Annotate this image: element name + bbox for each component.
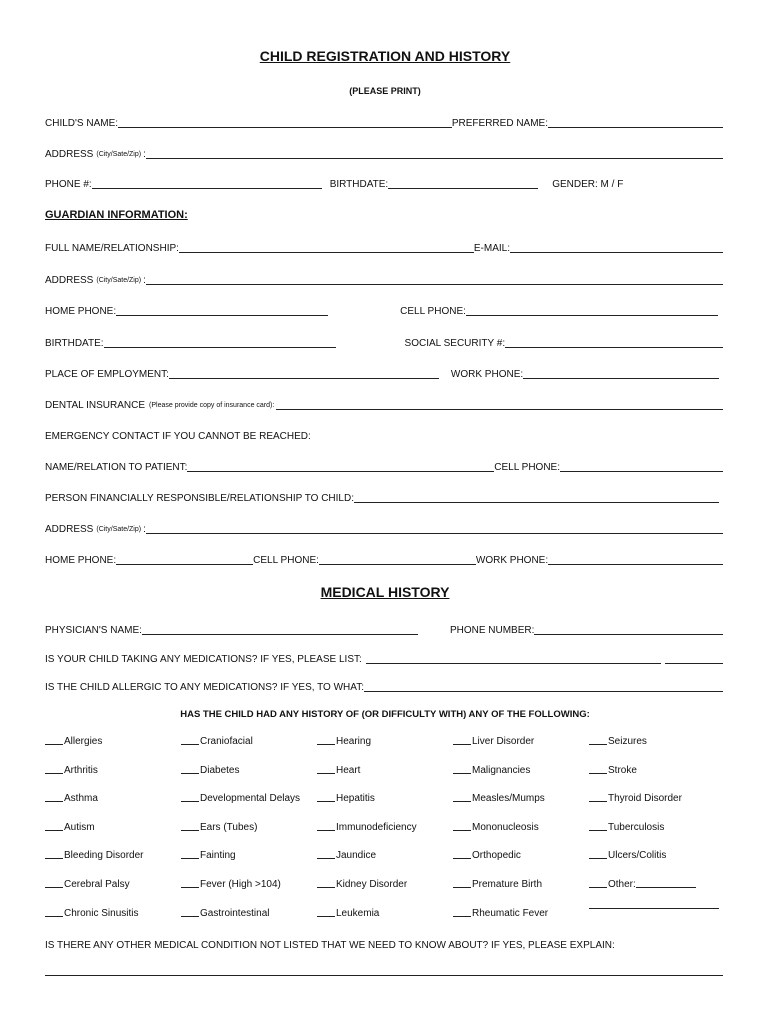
condition-item[interactable] <box>45 822 95 833</box>
condition-checkbox[interactable] <box>45 887 63 888</box>
financial-home-phone-field[interactable] <box>116 564 253 565</box>
medications-row <box>45 650 723 666</box>
child-birthdate-field[interactable] <box>388 188 538 189</box>
condition-checkbox[interactable] <box>317 744 335 745</box>
physician-phone-label: PHONE NUMBER: <box>449 625 535 636</box>
condition-checkbox[interactable] <box>317 773 335 774</box>
condition-label: Measles/Mumps <box>472 793 545 804</box>
condition-label: Arthritis <box>64 765 98 776</box>
condition-item[interactable] <box>317 765 360 776</box>
physician-row <box>45 621 723 637</box>
child-address-colon: : <box>143 149 146 160</box>
guardian-name-label: FULL NAME/RELATIONSHIP: <box>45 243 179 254</box>
preferred-name-label: PREFERRED NAME: <box>451 118 548 129</box>
guardian-address-field[interactable] <box>146 284 723 285</box>
condition-label: Fainting <box>200 850 236 861</box>
physician-phone-field[interactable] <box>534 634 723 635</box>
condition-checkbox[interactable] <box>45 916 63 917</box>
guardian-ssn-field[interactable] <box>505 347 723 348</box>
form-subtitle: (PLEASE PRINT) <box>349 86 421 96</box>
condition-checkbox[interactable] <box>317 801 335 802</box>
condition-item[interactable] <box>453 822 539 833</box>
guardian-address-row <box>45 271 723 287</box>
condition-checkbox[interactable] <box>453 916 471 917</box>
condition-label: Leukemia <box>336 908 380 919</box>
condition-label: Stroke <box>608 765 637 776</box>
condition-checkbox[interactable] <box>45 858 63 859</box>
financial-row <box>45 489 723 505</box>
condition-label: Thyroid Disorder <box>608 793 682 804</box>
medical-history-heading: MEDICAL HISTORY <box>320 584 450 600</box>
condition-checkbox[interactable] <box>45 801 63 802</box>
condition-checkbox[interactable] <box>45 744 63 745</box>
child-birthdate-label: BIRTHDATE: <box>329 179 389 190</box>
emergency-cell-field[interactable] <box>560 471 723 472</box>
preferred-name-field[interactable] <box>548 127 723 128</box>
emergency-contact-row <box>45 458 723 474</box>
financial-phone-row <box>45 551 723 567</box>
other-condition-explain-field[interactable] <box>45 975 723 976</box>
allergic-row <box>45 678 723 694</box>
guardian-birthdate-field[interactable] <box>104 347 336 348</box>
condition-item[interactable] <box>45 736 102 747</box>
condition-label: Malignancies <box>472 765 531 776</box>
condition-item[interactable] <box>317 908 379 919</box>
condition-item[interactable] <box>589 822 664 833</box>
emergency-heading-row <box>45 427 723 443</box>
condition-checkbox[interactable] <box>453 830 471 831</box>
condition-item[interactable] <box>181 736 253 747</box>
guardian-email-label: E-MAIL: <box>473 243 510 254</box>
condition-label: Diabetes <box>200 765 240 776</box>
condition-item[interactable] <box>453 850 521 861</box>
guardian-employment-row <box>45 365 723 381</box>
condition-label: Allergies <box>64 736 103 747</box>
condition-label: Seizures <box>608 736 647 747</box>
condition-item[interactable] <box>45 850 144 861</box>
emergency-name-label: NAME/RELATION TO PATIENT: <box>45 462 188 473</box>
condition-label: Kidney Disorder <box>336 879 408 890</box>
condition-label: Immunodeficiency <box>336 822 417 833</box>
guardian-email-field[interactable] <box>510 252 723 253</box>
condition-item[interactable] <box>181 793 300 804</box>
condition-blank-field[interactable] <box>589 908 719 911</box>
condition-item-other[interactable] <box>589 879 696 890</box>
condition-label: Liver Disorder <box>472 736 535 747</box>
financial-work-phone-label: WORK PHONE: <box>475 555 549 566</box>
condition-label: Rheumatic Fever <box>472 908 549 919</box>
condition-item[interactable] <box>453 908 548 919</box>
dental-insurance-row <box>45 396 723 412</box>
condition-label: Chronic Sinusitis <box>64 908 139 919</box>
guardian-heading: GUARDIAN INFORMATION: <box>45 209 188 221</box>
condition-checkbox[interactable] <box>589 830 607 831</box>
condition-checkbox[interactable] <box>453 773 471 774</box>
condition-checkbox[interactable] <box>181 916 199 917</box>
allergic-field[interactable] <box>364 691 723 692</box>
condition-label: Tuberculosis <box>608 822 665 833</box>
condition-item[interactable] <box>45 765 98 776</box>
condition-item[interactable] <box>317 736 371 747</box>
condition-checkbox[interactable] <box>181 773 199 774</box>
condition-checkbox[interactable] <box>181 744 199 745</box>
financial-address-row <box>45 520 723 536</box>
condition-label: Craniofacial <box>200 736 253 747</box>
guardian-work-phone-field[interactable] <box>523 378 719 379</box>
condition-item[interactable] <box>589 850 666 861</box>
condition-checkbox[interactable] <box>589 773 607 774</box>
child-address-field[interactable] <box>146 158 723 159</box>
condition-label: Cerebral Palsy <box>64 879 130 890</box>
condition-item[interactable] <box>181 850 236 861</box>
guardian-name-row <box>45 239 723 255</box>
condition-item[interactable] <box>181 822 257 833</box>
condition-label: Heart <box>336 765 361 776</box>
condition-label: Orthopedic <box>472 850 521 861</box>
financial-address-field[interactable] <box>146 533 723 534</box>
condition-label: Fever (High >104) <box>200 879 281 890</box>
history-question: HAS THE CHILD HAD ANY HISTORY OF (OR DIFFICULTY WITH) ANY OF THE FOLLOWING: <box>180 709 590 720</box>
condition-checkbox[interactable] <box>45 830 63 831</box>
guardian-name-field[interactable] <box>179 252 474 253</box>
condition-item[interactable] <box>589 793 682 804</box>
dental-insurance-label: DENTAL INSURANCE <box>45 400 146 411</box>
guardian-phone-row <box>45 302 723 318</box>
child-gender-label[interactable]: GENDER: M / F <box>552 179 624 190</box>
condition-label: Bleeding Disorder <box>64 850 144 861</box>
condition-item[interactable] <box>453 736 534 747</box>
condition-item[interactable] <box>45 879 130 890</box>
condition-checkbox[interactable] <box>589 887 607 888</box>
condition-label: Autism <box>64 822 95 833</box>
guardian-address-hint: (City/Sate/Zip) <box>96 277 142 284</box>
guardian-address-label: ADDRESS <box>45 275 94 286</box>
financial-work-phone-field[interactable] <box>548 564 723 565</box>
dental-insurance-hint: (Please provide copy of insurance card): <box>149 402 275 409</box>
physician-field[interactable] <box>142 634 418 635</box>
child-phone-field[interactable] <box>92 188 322 189</box>
condition-item[interactable] <box>317 793 375 804</box>
condition-item[interactable] <box>181 765 239 776</box>
condition-label: Developmental Delays <box>200 793 301 804</box>
guardian-birthdate-label: BIRTHDATE: <box>45 338 104 349</box>
condition-item[interactable] <box>453 879 542 890</box>
guardian-cell-phone-field[interactable] <box>466 315 718 316</box>
condition-checkbox[interactable] <box>589 744 607 745</box>
condition-checkbox[interactable] <box>453 744 471 745</box>
financial-home-phone-label: HOME PHONE: <box>45 555 117 566</box>
other-condition-explain-row <box>45 962 723 978</box>
guardian-cell-phone-label: CELL PHONE: <box>400 306 466 317</box>
condition-checkbox[interactable] <box>589 801 607 802</box>
condition-item[interactable] <box>317 879 407 890</box>
condition-checkbox[interactable] <box>181 858 199 859</box>
condition-label: Hearing <box>336 736 372 747</box>
child-phone-row <box>45 175 723 191</box>
condition-label: Premature Birth <box>472 879 543 890</box>
condition-checkbox[interactable] <box>317 830 335 831</box>
condition-checkbox[interactable] <box>181 887 199 888</box>
other-condition-row <box>45 936 723 952</box>
guardian-ssn-label: SOCIAL SECURITY #: <box>404 338 506 349</box>
condition-checkbox[interactable] <box>453 801 471 802</box>
condition-label: Hepatitis <box>336 793 375 804</box>
medications-field[interactable] <box>366 663 661 664</box>
condition-checkbox[interactable] <box>453 887 471 888</box>
condition-item[interactable] <box>589 765 637 776</box>
condition-label: Asthma <box>64 793 98 804</box>
condition-item[interactable] <box>45 908 138 919</box>
condition-item[interactable] <box>589 736 647 747</box>
child-address-hint: (City/Sate/Zip) <box>96 151 142 158</box>
condition-item[interactable] <box>45 793 98 804</box>
child-phone-label: PHONE #: <box>45 179 92 190</box>
financial-cell-phone-label: CELL PHONE: <box>253 555 319 566</box>
financial-address-hint: (City/Sate/Zip) <box>96 526 142 533</box>
financial-address-colon: : <box>143 524 146 535</box>
condition-label: Mononucleosis <box>472 822 539 833</box>
condition-checkbox[interactable] <box>453 858 471 859</box>
condition-checkbox[interactable] <box>181 801 199 802</box>
condition-checkbox[interactable] <box>317 858 335 859</box>
condition-label: Ears (Tubes) <box>200 822 258 833</box>
physician-label: PHYSICIAN'S NAME: <box>45 625 142 636</box>
condition-item[interactable] <box>317 822 417 833</box>
financial-label: PERSON FINANCIALLY RESPONSIBLE/RELATIONSHIP TO CHILD: <box>45 493 354 504</box>
condition-label: Gastrointestinal <box>200 908 270 919</box>
guardian-employment-label: PLACE OF EMPLOYMENT: <box>45 369 169 380</box>
child-name-label: CHILD'S NAME: <box>45 118 119 129</box>
child-name-row <box>45 114 723 130</box>
medications-label: IS YOUR CHILD TAKING ANY MEDICATIONS? IF YES, PLEASE LIST: <box>45 654 362 665</box>
condition-checkbox[interactable] <box>45 773 63 774</box>
emergency-name-field[interactable] <box>187 471 494 472</box>
condition-item[interactable] <box>181 908 269 919</box>
guardian-work-phone-label: WORK PHONE: <box>450 369 524 380</box>
financial-address-label: ADDRESS <box>45 524 94 535</box>
emergency-heading: EMERGENCY CONTACT IF YOU CANNOT BE REACHED: <box>45 431 311 442</box>
condition-label: Jaundice <box>336 850 377 861</box>
financial-field[interactable] <box>354 502 719 503</box>
guardian-employment-field[interactable] <box>169 378 439 379</box>
condition-checkbox[interactable] <box>317 916 335 917</box>
condition-item[interactable] <box>453 765 530 776</box>
condition-extra-field[interactable] <box>589 908 719 909</box>
allergic-label: IS THE CHILD ALLERGIC TO ANY MEDICATIONS? IF YES, TO WHAT: <box>45 682 364 693</box>
child-name-field[interactable] <box>118 127 452 128</box>
other-condition-label: IS THERE ANY OTHER MEDICAL CONDITION NOT LISTED THAT WE NEED TO KNOW ABOUT? IF YES, PLEASE EXPLAIN: <box>45 940 615 951</box>
condition-checkbox[interactable] <box>317 887 335 888</box>
child-address-label: ADDRESS <box>45 149 94 160</box>
guardian-home-phone-label: HOME PHONE: <box>45 306 117 317</box>
other-condition-field[interactable] <box>636 887 696 888</box>
condition-item[interactable] <box>317 850 376 861</box>
condition-item[interactable] <box>453 793 545 804</box>
guardian-home-phone-field[interactable] <box>116 315 328 316</box>
condition-checkbox[interactable] <box>589 858 607 859</box>
condition-label: Other: <box>608 879 636 890</box>
financial-cell-phone-field[interactable] <box>319 564 476 565</box>
condition-checkbox[interactable] <box>181 830 199 831</box>
medications-field-extra[interactable] <box>665 663 723 664</box>
guardian-birthdate-row <box>45 334 723 350</box>
child-address-row <box>45 145 723 161</box>
guardian-address-colon: : <box>143 275 146 286</box>
form-title: CHILD REGISTRATION AND HISTORY <box>259 48 511 64</box>
condition-item[interactable] <box>181 879 281 890</box>
dental-insurance-field[interactable] <box>276 409 723 410</box>
emergency-cell-label: CELL PHONE: <box>494 462 560 473</box>
condition-label: Ulcers/Colitis <box>608 850 667 861</box>
